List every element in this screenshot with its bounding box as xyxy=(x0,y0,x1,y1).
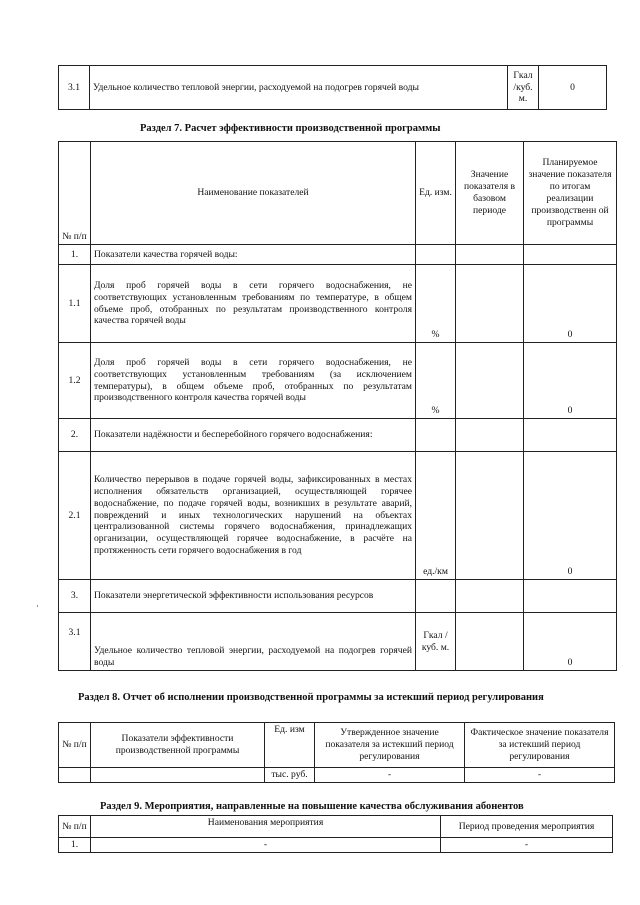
table-row xyxy=(59,768,615,783)
header-unit: Ед. изм xyxy=(265,723,315,768)
header-period: Период проведения мероприятия xyxy=(441,816,613,838)
table-row xyxy=(59,580,617,613)
row-number: 3.1 xyxy=(59,66,90,110)
indicator-name: Доля проб горячей воды в сети горячего водоснабжения, не соответствующих установленным требованиям по температуре, в общем объеме проб, отобранных по результатам производственного контроля качества горячей воды xyxy=(91,265,416,343)
plan-cell: 0 xyxy=(524,452,617,580)
top-continuation-table xyxy=(58,65,607,110)
table-row xyxy=(59,838,613,853)
plan-cell: 0 xyxy=(524,265,617,343)
row-number: 1.2 xyxy=(59,343,91,419)
base-cell xyxy=(456,265,524,343)
unit-cell: % xyxy=(416,343,456,419)
base-cell xyxy=(456,580,524,613)
period-cell: - xyxy=(441,838,613,853)
row-number: 2.1 xyxy=(59,452,91,580)
table-header-row xyxy=(59,816,613,838)
header-base: Значение показателя в базовом периоде xyxy=(456,142,524,245)
header-actual: Фактическое значение показателя за истекший период регулирования xyxy=(465,723,615,768)
actual-cell: - xyxy=(465,768,615,783)
table-row xyxy=(59,66,607,110)
unit-cell xyxy=(416,245,456,265)
indicator-name: Показатели качества горячей воды: xyxy=(91,245,416,265)
value-cell: 0 xyxy=(539,66,607,110)
indicator-name: Удельное количество тепловой энергии, расходуемой на подогрев горячей воды xyxy=(91,613,416,671)
base-cell xyxy=(456,343,524,419)
section7-title: Раздел 7. Расчет эффективности производственной программы xyxy=(140,123,441,134)
header-name: Наименование показателей xyxy=(91,142,416,245)
indicator-name: Доля проб горячей воды в сети горячего водоснабжения, не соответствующих установленным требованиям (за исключением температуры), в общем объеме проб, отобранных по результатам производственного контроля качества горячей воды xyxy=(91,343,416,419)
row-number xyxy=(59,768,91,783)
unit-cell: тыс. руб. xyxy=(265,768,315,783)
unit-cell xyxy=(416,419,456,452)
table-row xyxy=(59,452,617,580)
row-number: 2. xyxy=(59,419,91,452)
base-cell xyxy=(456,419,524,452)
table-row xyxy=(59,245,617,265)
unit-cell: ед./км xyxy=(416,452,456,580)
table-header-row xyxy=(59,723,615,768)
indicator-name: Показатели энергетической эффективности использования ресурсов xyxy=(91,580,416,613)
header-approved: Утвержденное значение показателя за истекший период регулирования xyxy=(315,723,465,768)
indicator-name: Количество перерывов в подаче горячей воды, зафиксированных в местах исполнения обязательств организацией, осуществляющей горячее водоснабжение, по подаче горячей воды, возникших в результате аварий, повреждений и иных технологических нарушений на объектах централизованной системы горячего водоснабжения, принадлежащих организации, осуществляющей горячее водоснабжение, в расчёте на протяженность сети горячего водоснабжения в год xyxy=(91,452,416,580)
plan-cell xyxy=(524,580,617,613)
base-cell xyxy=(456,245,524,265)
measure-name: - xyxy=(91,838,441,853)
header-name: Показатели эффективности производственной программы xyxy=(91,723,265,768)
section7-table xyxy=(58,141,617,671)
unit-cell: Гкал /куб. м. xyxy=(508,66,539,110)
unit-cell: % xyxy=(416,265,456,343)
row-number: 1. xyxy=(59,838,91,853)
header-name: Наименования мероприятия xyxy=(91,816,441,838)
row-number: 1.1 xyxy=(59,265,91,343)
base-cell xyxy=(456,452,524,580)
stray-mark: · xyxy=(36,601,39,611)
table-row xyxy=(59,613,617,671)
table-row xyxy=(59,265,617,343)
plan-cell: 0 xyxy=(524,613,617,671)
section8-table xyxy=(58,722,615,783)
plan-cell xyxy=(524,245,617,265)
indicator-name: Показатели надёжности и бесперебойного горячего водоснабжения: xyxy=(91,419,416,452)
plan-cell xyxy=(524,419,617,452)
header-num: № п/п xyxy=(59,142,91,245)
indicator-name xyxy=(91,768,265,783)
section8-title: Раздел 8. Отчет об исполнении производственной программы за истекший период регулирования xyxy=(78,692,544,703)
header-unit: Ед. изм. xyxy=(416,142,456,245)
table-row xyxy=(59,419,617,452)
header-num: № п/п xyxy=(59,816,91,838)
unit-cell: Гкал / куб. м. xyxy=(416,613,456,671)
row-number: 1. xyxy=(59,245,91,265)
table-row xyxy=(59,343,617,419)
section9-title: Раздел 9. Мероприятия, направленные на повышение качества обслуживания абонентов xyxy=(100,801,524,812)
header-num: № п/п xyxy=(59,723,91,768)
approved-cell: - xyxy=(315,768,465,783)
row-number: 3. xyxy=(59,580,91,613)
row-number: 3.1 xyxy=(59,613,91,671)
header-plan: Планируемое значение показателя по итогам реализации производственн ой программы xyxy=(524,142,617,245)
indicator-name: Удельное количество тепловой энергии, расходуемой на подогрев горячей воды xyxy=(90,66,508,110)
plan-cell: 0 xyxy=(524,343,617,419)
base-cell xyxy=(456,613,524,671)
table-header-row xyxy=(59,142,617,245)
unit-cell xyxy=(416,580,456,613)
section9-table xyxy=(58,815,613,853)
